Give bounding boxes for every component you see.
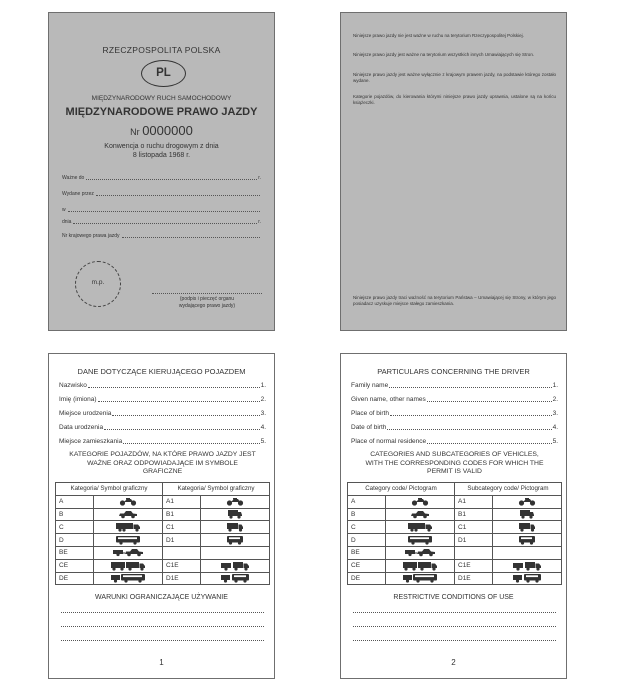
restriction-line <box>61 640 264 641</box>
subcategory-pictogram-cell <box>201 559 270 572</box>
restriction-line <box>353 626 556 627</box>
category-pictogram-cell <box>94 508 163 521</box>
subcategory-code-cell: B1 <box>163 508 201 521</box>
car-trailer-icon <box>389 548 451 557</box>
table-header-right: Subcategory code/ Pictogram <box>455 483 562 496</box>
subcategory-code-cell: D1 <box>163 534 201 547</box>
subcategory-code-cell: C1 <box>163 521 201 534</box>
table-header-right: Kategoria/ Symbol graficzny <box>163 483 270 496</box>
category-code-cell: DE <box>348 572 386 585</box>
validity-note-4: Kategorie pojazdów, do kierowania którymi niniejsze prawo jazdy uprawnia, ustalone są na końcu książeczki. <box>353 94 556 105</box>
small-truck-icon <box>496 522 558 532</box>
table-row <box>56 508 270 521</box>
country-code-oval: PL <box>141 60 186 87</box>
truck-icon <box>389 522 451 532</box>
table-row <box>56 572 270 585</box>
birth-date-field: Data urodzenia 4. <box>59 424 266 431</box>
motorcycle-icon <box>496 497 558 506</box>
motorcycle-icon <box>204 497 266 506</box>
category-code-cell: D <box>348 534 386 547</box>
table-header-row <box>348 483 562 496</box>
subcategory-code-cell: C1E <box>455 559 493 572</box>
issued-in-field: w <box>62 207 261 213</box>
table-row <box>348 508 562 521</box>
restrictions-heading: RESTRICTIVE CONDITIONS OF USE <box>393 594 514 601</box>
category-code-cell: DE <box>56 572 94 585</box>
restriction-line <box>61 612 264 613</box>
category-pictogram-cell <box>386 534 455 547</box>
driver-data-heading: PARTICULARS CONCERNING THE DRIVER <box>377 367 530 376</box>
table-row <box>56 546 270 559</box>
subcategory-pictogram-cell <box>201 521 270 534</box>
restrictions-heading: WARUNKI OGRANICZAJĄCE UŻYWANIE <box>95 594 228 601</box>
truck-icon <box>97 522 159 532</box>
category-pictogram-cell <box>386 495 455 508</box>
motorcycle-icon <box>389 497 451 506</box>
bus-icon <box>97 535 159 545</box>
small-van-icon <box>496 509 558 519</box>
small-truck-trailer-icon <box>496 561 558 571</box>
category-pictogram-cell <box>386 546 455 559</box>
table-row <box>56 521 270 534</box>
category-table <box>347 482 562 585</box>
signature-caption: (podpis i pieczęć organu wydającego prawo jazdy) <box>178 296 236 309</box>
table-header-left: Kategoria/ Symbol graficzny <box>56 483 163 496</box>
subcategory-pictogram-cell <box>201 572 270 585</box>
subcategory-code-cell <box>163 546 201 559</box>
categories-heading: KATEGORIE POJAZDÓW, NA KTÓRE PRAWO JAZDY JEST WAŻNE ORAZ ODPOWIADAJĄCE IM SYMBOLE GRAFICZNE <box>69 451 256 475</box>
bus-trailer-icon <box>97 573 159 583</box>
category-pictogram-cell <box>386 508 455 521</box>
bus-icon <box>389 535 451 545</box>
cover-page <box>48 12 275 331</box>
categories-heading: CATEGORIES AND SUBCATEGORIES OF VEHICLES, WITH THE CORRESPONDING CODES FOR WHICH THE PERMIT IS VALID <box>365 451 544 475</box>
restriction-line <box>353 640 556 641</box>
category-pictogram-cell <box>94 546 163 559</box>
validity-note-3: Niniejsze prawo jazdy jest ważne wyłącznie z krajowym prawem jazdy, na podstawie którego zostało wydane. <box>353 72 556 83</box>
motorcycle-icon <box>97 497 159 506</box>
subcategory-pictogram-cell <box>493 546 562 559</box>
issued-by-field: Wydane przez <box>62 191 261 197</box>
driver-data-page-pl <box>48 353 275 679</box>
permit-number-label: Nr <box>130 127 140 137</box>
subcategory-pictogram-cell <box>493 508 562 521</box>
subcategory-code-cell: B1 <box>455 508 493 521</box>
category-code-cell: CE <box>348 559 386 572</box>
table-row <box>348 546 562 559</box>
table-row <box>56 559 270 572</box>
subcategory-code-cell: D1E <box>163 572 201 585</box>
category-pictogram-cell <box>94 534 163 547</box>
category-code-cell: CE <box>56 559 94 572</box>
subcategory-code-cell: A1 <box>163 495 201 508</box>
convention-line-2: 8 listopada 1968 r. <box>132 152 191 159</box>
table-header-left: Category code/ Pictogram <box>348 483 455 496</box>
given-name-field: Given name, other names 2. <box>351 396 558 403</box>
expiry-note: Niniejsze prawo jazdy traci ważność na terytorium Państwa – Umawiającej się Strony, w którym jego posiadacz uzyskuje miejsce stałego zamieszkania. <box>353 295 556 306</box>
small-van-icon <box>204 509 266 519</box>
convention-line-1: Konwencja o ruchu drogowym z dnia <box>104 143 219 150</box>
subcategory-code-cell: A1 <box>455 495 493 508</box>
small-truck-trailer-icon <box>204 561 266 571</box>
category-pictogram-cell <box>386 572 455 585</box>
category-pictogram-cell <box>386 559 455 572</box>
subcategory-pictogram-cell <box>493 534 562 547</box>
subcategory-code-cell: D1 <box>455 534 493 547</box>
subcategory-pictogram-cell <box>201 508 270 521</box>
issue-date-field: dnia r. <box>62 219 261 225</box>
stamp-placeholder: m.p. <box>75 261 121 307</box>
car-trailer-icon <box>97 548 159 557</box>
birth-place-field: Miejsce urodzenia 3. <box>59 410 266 417</box>
category-code-cell: C <box>56 521 94 534</box>
truck-trailer-icon <box>389 561 451 571</box>
subcategory-code-cell: D1E <box>455 572 493 585</box>
subcategory-pictogram-cell <box>493 521 562 534</box>
table-row <box>348 559 562 572</box>
valid-until-field: Ważne do r. <box>62 175 261 181</box>
minibus-icon <box>204 535 266 545</box>
back-page <box>340 12 567 331</box>
category-pictogram-cell <box>386 521 455 534</box>
minibus-trailer-icon <box>496 573 558 583</box>
category-pictogram-cell <box>94 572 163 585</box>
category-code-cell: A <box>56 495 94 508</box>
category-code-cell: BE <box>348 546 386 559</box>
category-table <box>55 482 270 585</box>
national-licence-field: Nr krajowego prawa jazdy <box>62 233 261 239</box>
subcategory-pictogram-cell <box>201 495 270 508</box>
category-pictogram-cell <box>94 559 163 572</box>
republic-title: RZECZPOSPOLITA POLSKA <box>102 45 221 55</box>
table-row <box>348 521 562 534</box>
minibus-icon <box>496 535 558 545</box>
birth-date-field: Date of birth 4. <box>351 424 558 431</box>
category-pictogram-cell <box>94 495 163 508</box>
subcategory-pictogram-cell <box>201 534 270 547</box>
subcategory-code-cell: C1E <box>163 559 201 572</box>
table-row <box>348 534 562 547</box>
residence-field: Miejsce zamieszkania 5. <box>59 438 266 445</box>
subcategory-code-cell: C1 <box>455 521 493 534</box>
validity-note-1: Niniejsze prawo jazdy nie jest ważne w ruchu na terytorium Rzeczypospolitej Polskiej. <box>353 33 524 38</box>
permit-number <box>49 123 274 138</box>
car-icon <box>97 510 159 519</box>
signature-line <box>152 293 262 294</box>
surname-field: Nazwisko 1. <box>59 382 266 389</box>
validity-note-2: Niniejsze prawo jazdy jest ważne na terytorium wszystkich innych Umawiających się Stron. <box>353 52 535 57</box>
subcategory-pictogram-cell <box>493 495 562 508</box>
page-number: 1 <box>159 658 164 667</box>
table-header-row <box>56 483 270 496</box>
page-number: 2 <box>451 658 456 667</box>
first-name-field: Imię (imiona) 2. <box>59 396 266 403</box>
car-icon <box>389 510 451 519</box>
subcategory-pictogram-cell <box>201 546 270 559</box>
category-code-cell: BE <box>56 546 94 559</box>
truck-trailer-icon <box>97 561 159 571</box>
table-row <box>348 572 562 585</box>
subcategory-pictogram-cell <box>493 572 562 585</box>
restriction-line <box>353 612 556 613</box>
permit-title: MIĘDZYNARODOWE PRAWO JAZDY <box>65 106 258 118</box>
driver-data-page-en <box>340 353 567 679</box>
small-truck-icon <box>204 522 266 532</box>
table-row <box>56 534 270 547</box>
table-row <box>56 495 270 508</box>
birth-place-field: Place of birth 3. <box>351 410 558 417</box>
subcategory-code-cell <box>455 546 493 559</box>
minibus-trailer-icon <box>204 573 266 583</box>
category-code-cell: B <box>56 508 94 521</box>
residence-field: Place of normal residence 5. <box>351 438 558 445</box>
category-code-cell: B <box>348 508 386 521</box>
permit-number-value: 0000000 <box>142 123 193 138</box>
subcategory-pictogram-cell <box>493 559 562 572</box>
category-code-cell: D <box>56 534 94 547</box>
restriction-line <box>61 626 264 627</box>
category-code-cell: A <box>348 495 386 508</box>
category-pictogram-cell <box>94 521 163 534</box>
bus-trailer-icon <box>389 573 451 583</box>
category-code-cell: C <box>348 521 386 534</box>
traffic-subtitle: MIĘDZYNARODOWY RUCH SAMOCHODOWY <box>91 95 232 102</box>
family-name-field: Family name 1. <box>351 382 558 389</box>
table-row <box>348 495 562 508</box>
driver-data-heading: DANE DOTYCZĄCE KIERUJĄCEGO POJAZDEM <box>77 367 246 376</box>
